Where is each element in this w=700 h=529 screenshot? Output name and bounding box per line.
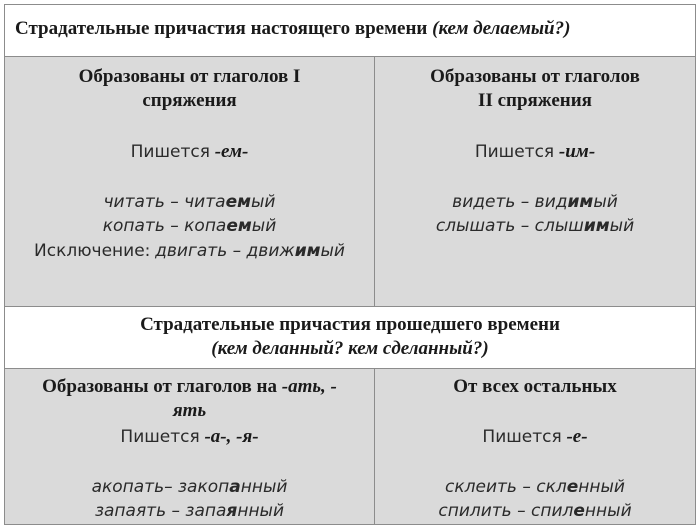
second-conjugation-example-2: слышать – слышимый — [435, 216, 635, 236]
other-verbs-example-1: склеить – скленный — [445, 477, 625, 497]
second-conjugation-cell — [375, 57, 695, 306]
second-conjugation-suffix: -им- — [558, 141, 596, 162]
at-yat-rule: Пишется -а-, -я- — [120, 426, 259, 447]
present-tense-question: (кем делаемый?) — [432, 18, 571, 39]
past-tense-title: Страдательные причастия прошедшего времени — [140, 314, 560, 335]
first-conjugation-exception: Исключение: двигать – движимый — [34, 241, 345, 261]
second-conjugation-rule: Пишется -им- — [474, 141, 596, 162]
first-conjugation-suffix: -ем- — [214, 141, 249, 162]
first-conjugation-example-2: копать – копаемый — [102, 216, 277, 236]
other-verbs-rule: Пишется -е- — [482, 426, 588, 447]
present-tense-section — [5, 57, 695, 307]
at-yat-verbs-cell — [5, 369, 375, 524]
first-conjugation-heading-line2: спряжения — [142, 90, 237, 111]
first-conjugation-example-1: читать – читаемый — [103, 192, 276, 212]
at-yat-heading-line2: ять — [172, 400, 207, 421]
past-tense-question: (кем деланный? кем сделанный?) — [211, 338, 489, 359]
first-conjugation-heading-line1: Образованы от глаголов I — [78, 66, 301, 87]
first-conjugation-cell — [5, 57, 375, 306]
past-tense-header — [5, 307, 695, 369]
other-verbs-example-2: спилить – спиленный — [438, 501, 632, 521]
at-yat-suffix: -а-, -я- — [204, 426, 259, 447]
first-conjugation-rule: Пишется -ем- — [130, 141, 249, 162]
second-conjugation-example-1: видеть – видимый — [452, 192, 618, 212]
second-conjugation-heading-line2: II спряжения — [478, 90, 592, 111]
past-tense-section — [5, 369, 695, 524]
other-verbs-suffix: -е- — [566, 426, 588, 447]
present-tense-title: Страдательные причастия настоящего времени (кем делаемый?) — [15, 18, 571, 39]
at-yat-heading-line1: Образованы от глаголов на -ать, - — [42, 376, 337, 397]
second-conjugation-heading-line1: Образованы от глаголов — [430, 66, 640, 87]
participles-table — [4, 4, 696, 525]
present-tense-header — [5, 5, 695, 57]
at-yat-example-1: акопать– закопанный — [91, 477, 288, 497]
at-yat-example-2: запаять – запаянный — [94, 501, 285, 521]
other-verbs-cell — [375, 369, 695, 524]
other-verbs-heading: От всех остальных — [453, 376, 617, 397]
